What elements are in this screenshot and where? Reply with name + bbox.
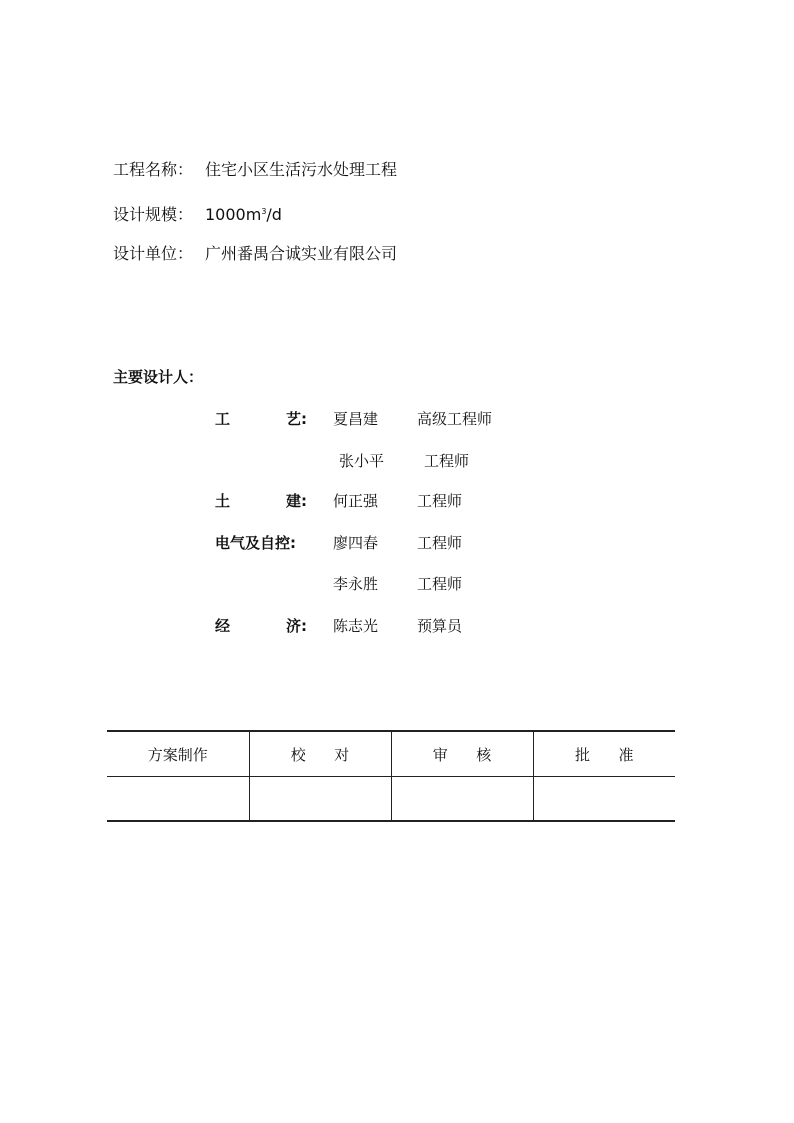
signature-cell-approve (533, 777, 675, 822)
designer-title: 工程师 (424, 452, 470, 470)
design-unit-row (113, 242, 397, 266)
design-scale-number: 1000m (205, 205, 262, 224)
role-economy-char-1: 经 (215, 617, 231, 635)
designer-title: 工程师 (417, 575, 463, 593)
designer-name: 廖四春 (333, 534, 379, 552)
role-economy (215, 615, 307, 637)
designer-title: 高级工程师 (417, 410, 493, 428)
project-name-value: 住宅小区生活污水处理工程 (205, 160, 398, 179)
role-process (215, 408, 307, 430)
design-unit-label: 设计单位： (113, 244, 194, 263)
header-review-text: 审 核 (432, 745, 492, 764)
signature-cell-proofread (249, 777, 391, 822)
approval-header-row (107, 731, 675, 777)
signature-cell-review (391, 777, 533, 822)
header-approve-text: 批 准 (574, 745, 634, 764)
design-scale-row (113, 200, 282, 224)
header-plan-preparation (107, 731, 249, 777)
role-process-char-2: 艺: (286, 410, 307, 428)
design-scale-unit: /d (266, 205, 282, 224)
header-proofread (249, 731, 391, 777)
design-scale-superscript: 3 (261, 207, 267, 216)
project-name-label: 工程名称： (113, 160, 194, 179)
project-name-row (113, 158, 397, 182)
designer-name: 何正强 (333, 492, 379, 510)
header-proofread-text: 校 对 (290, 745, 350, 764)
role-economy-char-2: 济: (286, 617, 307, 635)
role-process-char-1: 工 (215, 410, 231, 428)
role-electrical: 电气及自控: (215, 534, 296, 552)
signature-cell-plan-preparation (107, 777, 249, 822)
designer-name: 李永胜 (333, 575, 379, 593)
designer-name: 夏昌建 (333, 410, 379, 428)
design-scale-value (205, 200, 282, 227)
designer-name: 张小平 (339, 452, 385, 470)
header-approve (533, 731, 675, 777)
header-review (391, 731, 533, 777)
role-civil-char-2: 建: (286, 492, 307, 510)
design-scale-label: 设计规模： (113, 205, 194, 224)
role-civil (215, 490, 307, 512)
designer-title: 工程师 (417, 534, 463, 552)
designer-name: 陈志光 (333, 617, 379, 635)
main-designers-heading: 主要设计人： (113, 368, 204, 386)
approval-table (107, 730, 675, 822)
design-unit-value: 广州番禺合诚实业有限公司 (205, 244, 398, 263)
role-civil-char-1: 土 (215, 492, 231, 510)
designer-title: 工程师 (417, 492, 463, 510)
approval-signature-row (107, 777, 675, 822)
designer-title: 预算员 (417, 617, 463, 635)
header-plan-preparation-text: 方案制作 (147, 745, 208, 764)
